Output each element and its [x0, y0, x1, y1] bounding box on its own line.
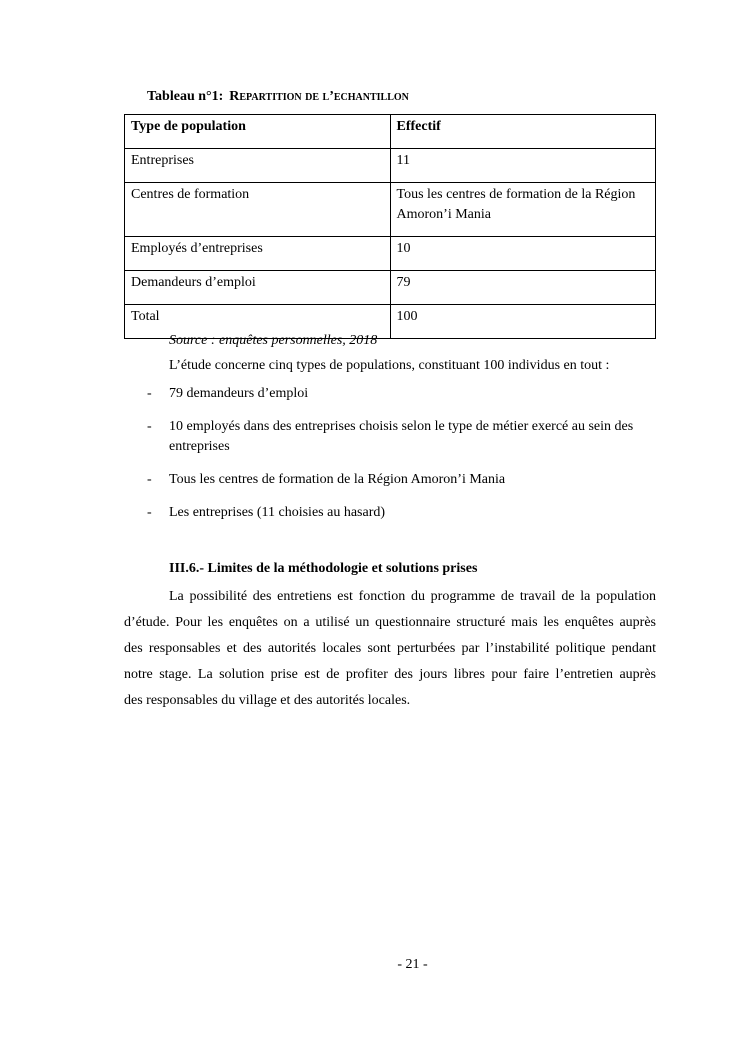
list-item — [147, 417, 657, 457]
table-caption — [147, 89, 409, 105]
paragraph-line: La possibilité des entretiens est fonction du programme de travail de la population — [169, 589, 656, 604]
population-list — [147, 384, 657, 536]
table-row — [125, 237, 656, 271]
list-marker: - — [147, 505, 152, 520]
table-row — [125, 271, 656, 305]
section-paragraph — [124, 584, 656, 714]
table-cell: Tous les centres de formation de la Région Amoron’i Mania — [390, 183, 655, 237]
table-cell: Total — [125, 305, 391, 339]
sample-distribution-table — [124, 114, 656, 339]
page-number: - 21 - — [397, 957, 428, 972]
table-cell: 79 — [390, 271, 655, 305]
table-caption-label: Tableau n°1: — [147, 89, 224, 104]
paragraph-line: des responsables du village et des autorités locales. — [124, 693, 411, 708]
table-cell: 10 — [390, 237, 655, 271]
table-source: Source : enquêtes personnelles, 2018 — [169, 333, 378, 348]
section-heading: III.6.- Limites de la méthodologie et solutions prises — [169, 561, 478, 576]
list-item — [147, 470, 657, 490]
list-marker: - — [147, 419, 152, 434]
paragraph-line: notre stage. La solution prise est de profiter des jours libres pour faire l’entretien auprès — [124, 667, 656, 682]
paragraph-line: des responsables et des autorités locales sont perturbées par l’instabilité politique pendant — [124, 641, 656, 656]
list-item — [147, 503, 657, 523]
list-item-text: 10 employés dans des entreprises choisis selon le type de métier exercé au sein des entreprises — [169, 419, 634, 454]
table-cell: 11 — [390, 149, 655, 183]
list-marker: - — [147, 472, 152, 487]
header-population-type: Type de population — [125, 115, 391, 149]
table-cell: Entreprises — [125, 149, 391, 183]
table-cell: Employés d’entreprises — [125, 237, 391, 271]
table-row — [125, 183, 656, 237]
intro-paragraph: L’étude concerne cinq types de populations, constituant 100 individus en tout : — [169, 358, 610, 373]
table-cell: Demandeurs d’emploi — [125, 271, 391, 305]
list-item — [147, 384, 657, 404]
table-caption-title: Repartition de l’echantillon — [229, 89, 409, 104]
list-item-text: Tous les centres de formation de la Région Amoron’i Mania — [169, 472, 506, 487]
table-cell: 100 — [390, 305, 655, 339]
table-header-row — [125, 115, 656, 149]
table-row — [125, 149, 656, 183]
list-marker: - — [147, 386, 152, 401]
list-item-text: 79 demandeurs d’emploi — [169, 386, 309, 401]
table-cell: Centres de formation — [125, 183, 391, 237]
list-item-text: Les entreprises (11 choisies au hasard) — [169, 505, 386, 520]
header-count: Effectif — [390, 115, 655, 149]
paragraph-line: d’étude. Pour les enquêtes on a utilisé un questionnaire structuré mais les enquêtes auprès — [124, 615, 656, 630]
